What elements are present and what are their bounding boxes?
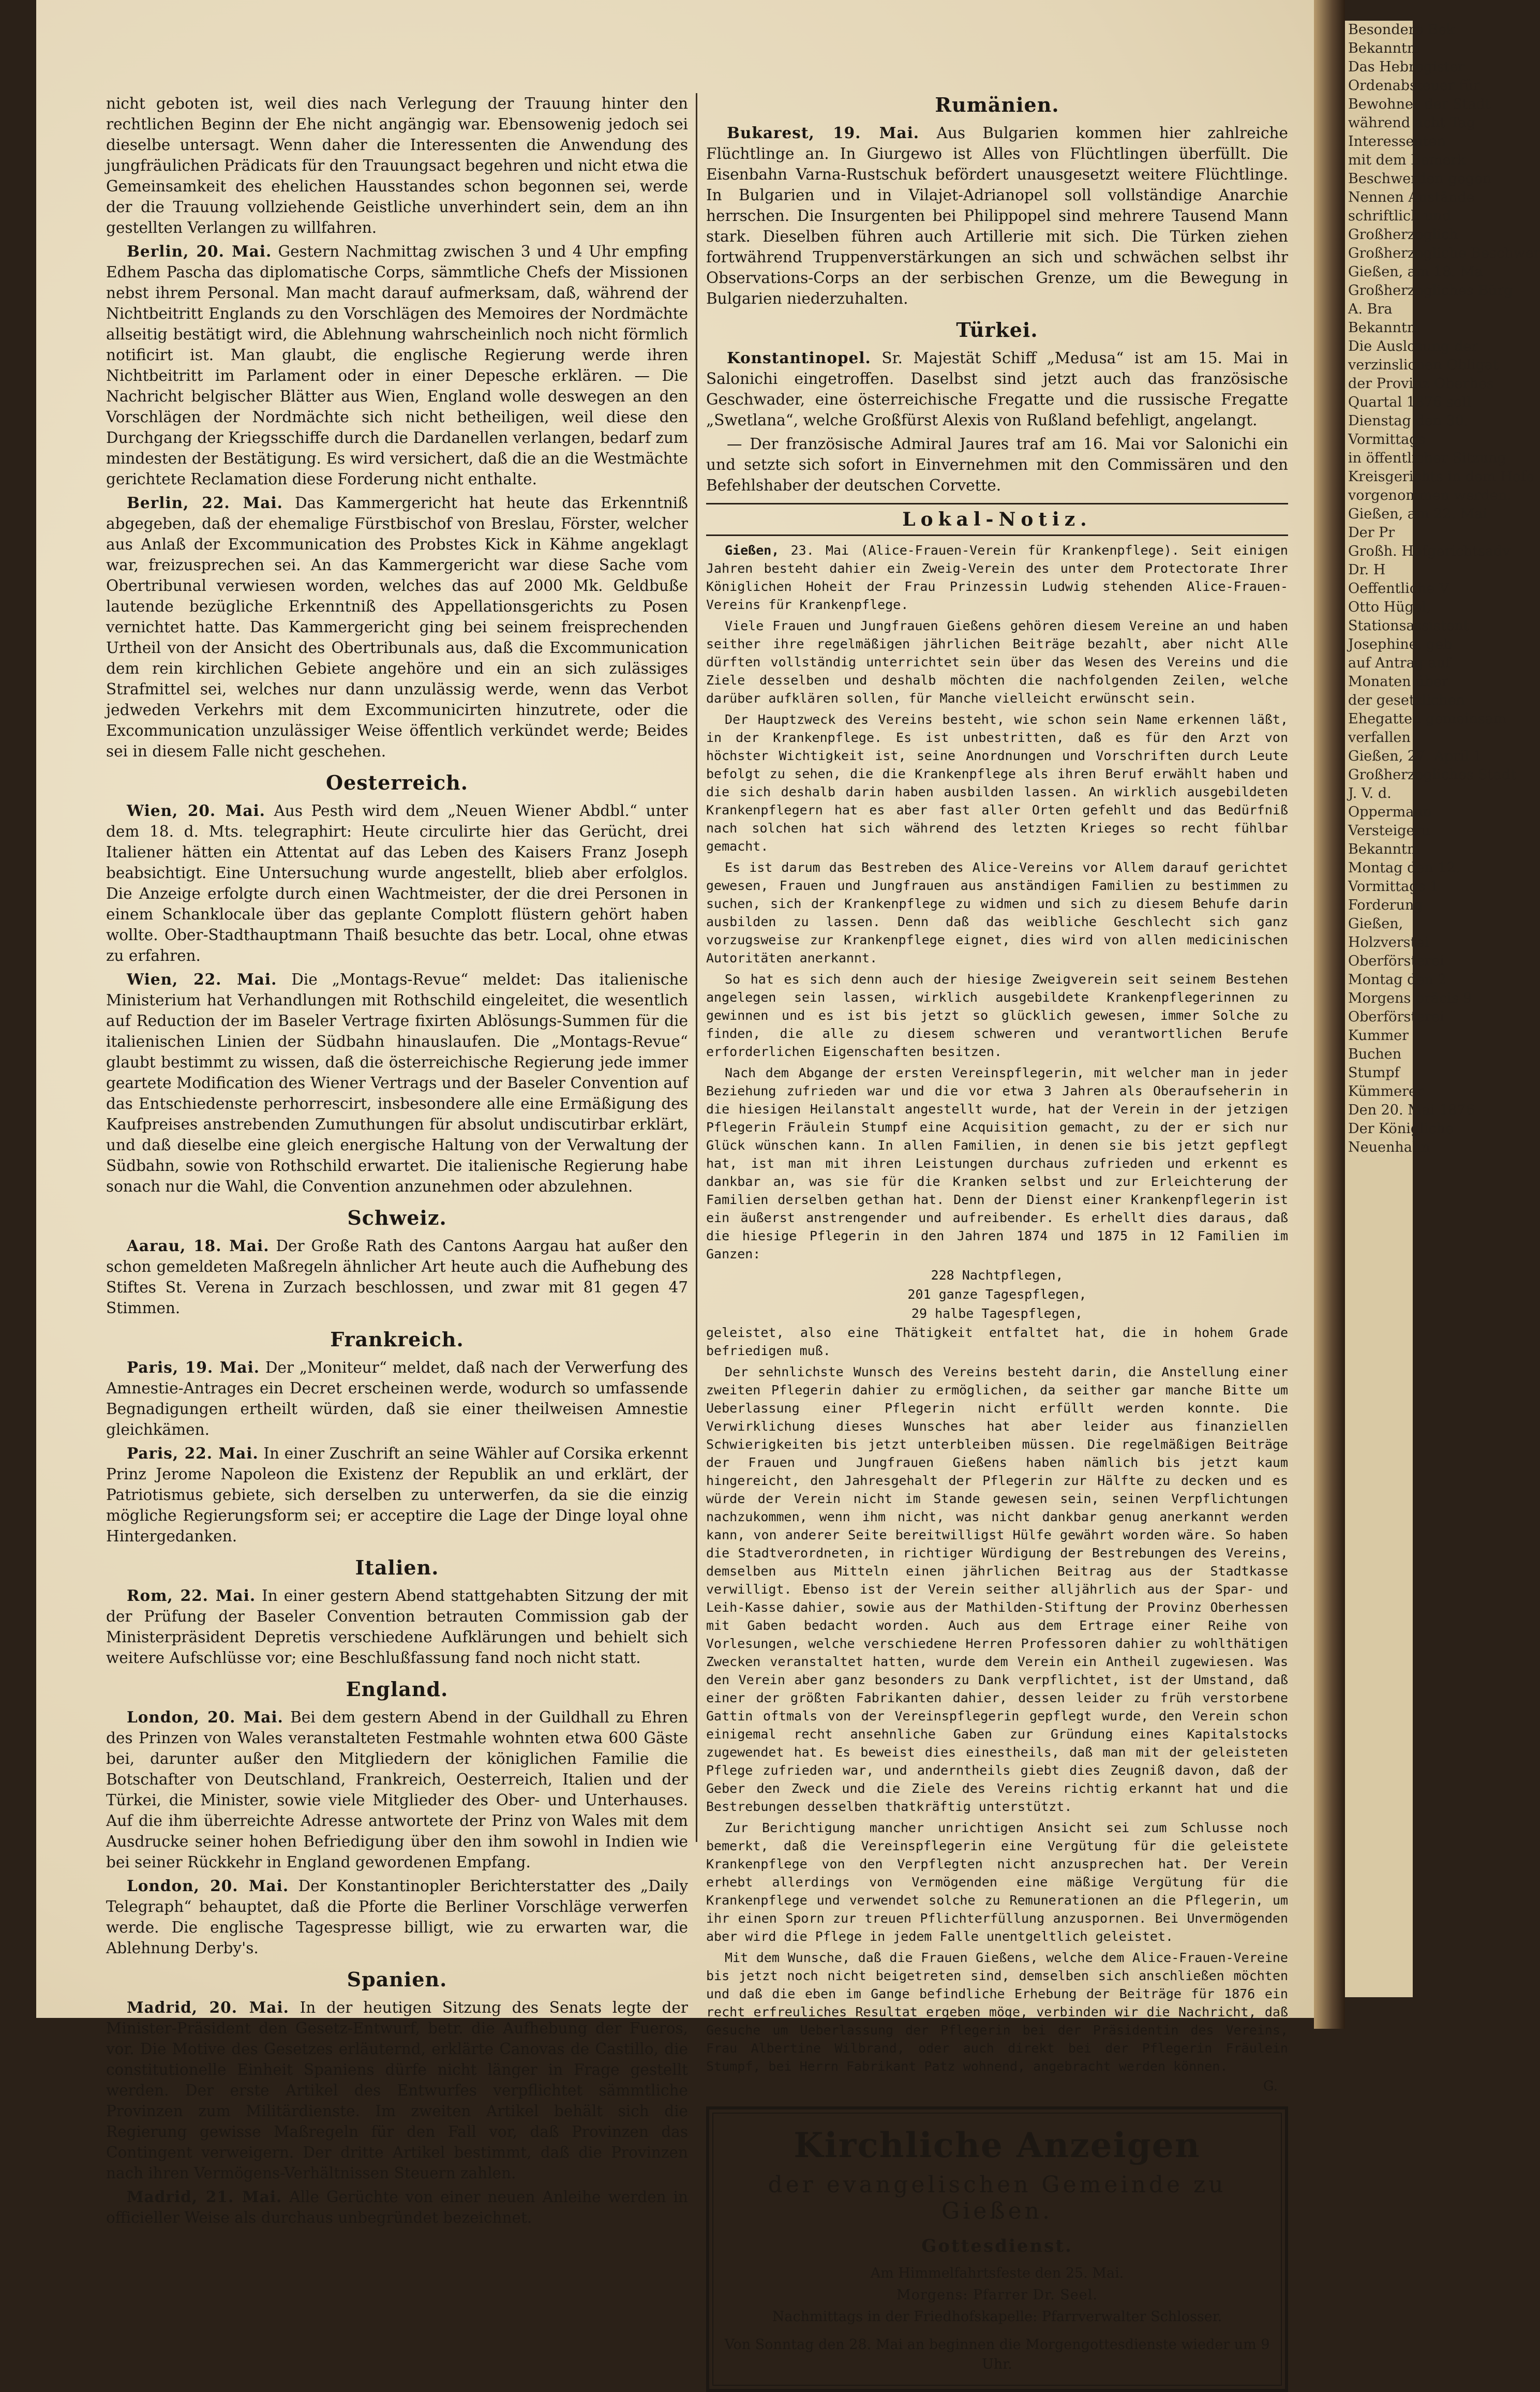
fragment-line: A. Bra [1348, 301, 1393, 317]
adjacent-page-fragment [1345, 21, 1540, 1997]
fragment-line: Gießen, [1348, 916, 1403, 932]
lokal-paragraph: geleistet, also eine Thätigkeit entfaltet hat, die in hohem Grade befriedigen muß. [706, 1325, 1288, 1358]
fragment-line: Montag den 12. [1348, 860, 1460, 876]
fragment-line: Nennen Anstände [1348, 189, 1475, 205]
fragment-line: Stumpf [1348, 1065, 1400, 1081]
fragment-line: Dienstag den 30. [1348, 413, 1469, 429]
lokal-paragraph: Zur Berichtigung mancher unrichtigen Ansicht sei zum Schlusse noch bemerkt, daß die Vereinspflegerin eine Vergütung für die geleistete Krankenpflege von den Verpflegten nicht anzusprechen hat. Der Verein erhebt allerdings von Vermögenden eine mäßige Vergütung für die Krankenpflege und verwendet solche zu Remunerationen an die Pflegerin, um ihr einen Sporn zur treuen Pflichterfüllung anzuspornen. Bei Unvermögenden aber wird die Pflege in jedem Falle unentgeltlich geleistet. [706, 1820, 1288, 1944]
section-heading-schweiz: Schweiz. [347, 1206, 447, 1229]
article-text: Der „Moniteur“ meldet, daß nach der Verwerfung des Amnestie-Antrages ein Decret erscheinen werde, wodurch so umfassende Begnadigungen ertheilt würden, daß sie einer theilweisen Amnestie gleichkämen. [106, 1359, 688, 1438]
fragment-line: während acht Tag [1348, 115, 1476, 131]
fragment-line: Großh. Hofgerichtsadv [1348, 543, 1511, 559]
dateline: Aarau, 18. Mai. [127, 1237, 270, 1255]
service-note: Von Sonntag den 28. Mai an beginnen die Morgengottesdienste wieder um 9 Uhr. [724, 2337, 1270, 2372]
fragment-line: Der Königliche [1348, 1121, 1454, 1137]
article-berlin-1 [106, 241, 688, 489]
article-text: Gestern Nachmittag zwischen 3 und 4 Uhr empfing Edhem Pascha das diplomatische Corps, sämmtliche Chefs der Missionen nebst ihrem Personal. Man macht darauf aufmerksam, daß, während der Nichtbeitritt Englands zu den Vorschlägen des Memoires der Nordmächte allseitig bestätigt wird, die Ablehnung wahrscheinlich noch nicht förmlich notificirt ist. Man glaubt, die englische Regierung werde ihren Nichtbeitritt im Parlament oder in einer Depesche erklären. — Die Nachricht belgischer Blätter aus Wien, England wolle deswegen an den Vorschlägen der Nordmächte sich nicht betheiligen, weil diese den Durchgang der Kriegsschiffe durch die Dardanellen verlangen, bedarf zum mindesten der Bestätigung. Es wird versichert, daß die an die Westmächte gerichtete Reclamation diese Forderung nicht enthalte. [106, 243, 688, 488]
article-text: Die „Montags-Revue“ meldet: Das italienische Ministerium hat Verhandlungen mit Rothschild eingeleitet, die wesentlich auf Reduction der im Baseler Vertrage fixirten Ablösungs-Summen für die italienischen Linien der Südbahn hinauslaufen. Die „Montags-Revue“ glaubt bestimmt zu wissen, daß die österreichische Regierung jede immer geartete Modification des Wiener Vertrags und der Baseler Convention auf das Entschiedenste perhorrescirt, insbesondere alle eine Ermäßigung des Kaufpreises anstrebenden Zumuthungen für absolut undiscutirbar erklärt, und daß dieselbe eine gleich energische Haltung von der Verwaltung der Südbahn, sowie von Rothschild erwartet. Die italienische Regierung habe sonach nur die Wahl, die Convention anzunehmen oder abzulehnen. [106, 971, 688, 1195]
fragment-line: Bekanntm [1348, 320, 1421, 336]
lokal-paragraph: Nach dem Abgange der ersten Vereinspflegerin, mit welcher man in jeder Beziehung zufrieden war und die vor etwa 3 Jahren als Oberaufseherin in die hiesigen Heilanstalt angestellt wurde, hat der Verein in der jetzigen Pflegerin Fräulein Stumpf eine Acquisition gemacht, zu der er sich nur Glück wünschen kann. In allen Familien, in denen sie bis jetzt gepflegt hat, ist man mit ihren Leistungen durchaus zufrieden und erkennt es dankbar an, was sie für die Kranken selbst und zur Erleichterung der Familien derselben gethan hat. Denn der Dienst einer Krankenpflegerin ist ein äußerst anstrengender und aufreibender. Es erhellt dies daraus, daß die hiesige Pflegerin in den Jahren 1874 und 1875 in 12 Familien im Ganzen: [706, 1065, 1288, 1261]
dateline: Berlin, 20. Mai. [127, 242, 272, 260]
fragment-line: Gießen, am 22. Mai [1348, 506, 1487, 522]
lokal-paragraph: Mit dem Wunsche, daß die Frauen Gießens, welche dem Alice-Frauen-Vereine bis jetzt noch nicht beigetreten sind, demselben sich anschließen möchten und daß die eben im Gange befindliche Erhebung der Beiträge für 1876 ein recht erfreuliches Resultat ergeben möge, verbinden wir die Nachricht, daß Gesuche um Ueberlassung der Pflegerin bei der Präsidentin des Vereins, Frau Albertine Wilbrand, oder auch direkt bei der Pflegerin Fräulein Stumpf, bei Herrn Fabrikant Patz wohnend, angebracht werden können. [706, 1950, 1288, 2074]
fragment-line: Vormittags [1348, 432, 1426, 448]
fragment-line: Dr. H [1348, 562, 1386, 578]
fragment-line: in öffentlicher Sitzung [1348, 450, 1506, 466]
fragment-line: Ehegatten gemeinsam [1348, 711, 1507, 727]
lokal-paragraph [706, 541, 1288, 614]
dateline: Konstantinopel. [727, 349, 871, 367]
fragment-line: Vormittags 1 [1348, 879, 1439, 895]
church-notices-title: Kirchliche Anzeigen [794, 2125, 1201, 2165]
article-konstantinopel-2: — Der französische Admiral Jaures traf am 16. Mai vor Salonichi ein und setzte sich sofort in Einvernehmen mit den Commissären und den Befehlshaber der deutschen Corvette. [706, 435, 1288, 494]
right-column [706, 93, 1288, 2392]
fragment-line: Gießen, 27. April 1 [1348, 748, 1482, 764]
article-text: In einer Zuschrift an seine Wähler auf Corsika erkennt Prinz Jerome Napoleon die Existenz der Republik an und erklärt, der Patriotismus gebiete, sich derselben zu unterwerfen, da sie die einzig mögliche Regierungsform sei; er acceptire die Lage der Dinge loyal ohne Hintergedanken. [106, 1445, 688, 1545]
fragment-line: Den 20. Mai 1876 [1348, 1102, 1475, 1118]
fragment-line: Morgens präcis 9 [1348, 990, 1472, 1006]
section-heading-england: England. [346, 1677, 448, 1701]
fragment-line: Kümmerer [1348, 1083, 1424, 1100]
fragment-line: Quartal 1876 soll [1348, 394, 1471, 410]
article-aarau [106, 1236, 688, 1318]
service-date: Am Himmelfahrtsfeste den 25. Mai. [870, 2265, 1124, 2281]
fragment-line: Josephine, geb [1348, 636, 1453, 652]
dateline: Wien, 22. Mai. [127, 970, 277, 988]
church-notices-box [706, 2106, 1288, 2392]
fragment-line: Die Auslosung der [1348, 338, 1478, 354]
fragment-line: Versteigeru [1348, 823, 1430, 839]
fragment-line: Beschwerden gegen [1348, 171, 1492, 187]
article-text: Alle Gerüchte von einer neuen Anleihe werden in officieller Weise als durchaus unbegründet bezeichnet. [106, 2188, 688, 2226]
lokal-notiz [706, 541, 1288, 2094]
article-text: Der Konstantinopler Berichterstatter des „Daily Telegraph“ behauptet, daß die Pforte die Berliner Vorschläge verwerfen werde. Die englische Tagespresse billigt, wie zu erwarten war, die Ablehnung Derby's. [106, 1877, 688, 1957]
article-konstantinopel [706, 348, 1288, 430]
stat-full-day-care: 201 ganze Tagespflegen, [907, 1287, 1087, 1302]
fragment-line: Großherzoglich [1348, 227, 1458, 243]
fragment-line: verzinslichen Obligat [1348, 357, 1499, 373]
lokal-paragraph: Es ist darum das Bestreben des Alice-Vereins vor Allem darauf gerichtet gewesen, Frauen und Jungfrauen aus anständigen Familien zu bestimmen zu suchen, sich der Krankenpflege zu widmen und sich zu diesem Behufe darin ausbilden zu lassen. Denn daß das weibliche Geschlecht sich ganz vorzugsweise zur Krankenpflege eignet, dies wird von allen medicinischen Autoritäten anerkannt. [706, 860, 1288, 965]
service-heading: Gottesdienst. [921, 2236, 1073, 2256]
fragment-line: Ordenabsteuer für [1348, 78, 1480, 94]
dateline: Paris, 22. Mai. [127, 1444, 259, 1462]
section-heading-rumaenien: Rumänien. [935, 93, 1059, 116]
fragment-line: Großherzogliches Stadt [1348, 767, 1516, 783]
article-text: Der Große Rath des Cantons Aargau hat außer den schon gemeldeten Maßregeln ähnlicher Art heute auch die Aufhebung des Stiftes St. Verena in Zurzach beschlossen, und zwar mit 81 gegen 47 Stimmen. [106, 1237, 688, 1317]
section-heading-tuerkei: Türkei. [956, 318, 1038, 341]
article-text: In einer gestern Abend stattgehabten Sitzung der mit der Prüfung der Baseler Convention betrauten Commission gab der Ministerpräsident Depretis verschiedene Aufklärungen und behielt sich weitere Aufschlüsse vor; eine Beschlußfassung fand noch nicht statt. [106, 1587, 688, 1667]
fragment-line: Bekanntm [1348, 40, 1421, 56]
fragment-line: Großherzogliches Bürg [1348, 283, 1513, 299]
fragment-line: mit dem Bemerk [1348, 152, 1466, 168]
fragment-line: der gesetzlichen [1348, 692, 1466, 708]
article-madrid-1 [106, 1997, 688, 2183]
fragment-line: Neuenhahn [1348, 1139, 1430, 1155]
lokal-paragraph: Der Hauptzweck des Vereins besteht, wie schon sein Name erkennen läßt, in der Krankenpflege. Es ist unbestritten, daß es für den Arzt von höchster Wichtigkeit ist, seine Anordnungen und Vorschriften durch Leute befolgt zu sehen, die die Krankenpflege als ihren Beruf erwählt haben und die sich deshalb darin haben ausbilden lassen. An wirklich ausgebildeten Krankenpflegern hat es aber fast aller Orten gefehlt und das Bedürfniß nach solchen hat sich während des letzten Krieges so recht fühlbar gemacht. [706, 712, 1288, 854]
church-notices-subtitle: der evangelischen Gemeinde zu Gießen. [768, 2172, 1227, 2224]
article-rom [106, 1585, 688, 1668]
article-paris-2 [106, 1443, 688, 1547]
fragment-line: vorgenommen werden. [1348, 487, 1512, 503]
article-text: Aus Bulgarien kommen hier zahlreiche Flüchtlinge an. In Giurgewo ist Alles von Flüchtlingen überfüllt. Die Eisenbahn Varna-Rustschuk befördert unausgesetzt weitere Flüchtlinge. In Bulgarien und in Vilajet-Adrianopel soll vollständige Anarchie herrschen. Die Insurgenten bei Philippopel sind mehrere Tausend Mann stark. Dieselben führen auch Artillerie mit sich. Die Türken ziehen fortwährend Truppenverstärkungen an sich und schwächen selbst ihr Observations-Corps an der serbischen Grenze, um die Bewegung in Bulgarien niederzuhalten. [706, 124, 1288, 307]
dateline: Rom, 22. Mai. [127, 1586, 256, 1604]
lokal-text: 23. Mai (Alice-Frauen-Verein für Krankenpflege). Seit einigen Jahren besteht dahier ein Zweig-Verein des unter dem Protectorate Ihrer Königlichen Hoheit der Frau Prinzessin Ludwig stehenden Alice-Frauen-Vereins für Krankenpflege. [706, 543, 1288, 612]
fragment-line: Oppermann [1348, 804, 1432, 820]
stat-night-care: 228 Nachtpflegen, [931, 1268, 1064, 1283]
dateline: Bukarest, 19. Mai. [727, 124, 920, 142]
fragment-line: Buchen [1348, 1046, 1402, 1062]
article-text: In der heutigen Sitzung des Senats legte der Minister-Präsident den Gesetz-Entwurf, betr. die Aufhebung der Fueros, vor. Die Motive des Gesetzes erläuternd, erklärte Canovas de Castillo, die constitutionelle Einheit Spaniens dürfe nicht länger in Frage gestellt werden. Der erste Artikel des Entwurfes verpflichtet sämmtliche Provinzen zum Militärdienste. Im zweiten Artikel behält sich die Regierung gewisse Maßregeln für den Fall vor, daß Provinzen das Contingent verweigern. Der dritte Artikel bestimmt, daß die Provinzen nach ihren Vermögens-Verhältnissen Steuern zahlen. [106, 1999, 688, 2182]
article-madrid-2 [106, 2187, 688, 2228]
dateline: London, 20. Mai. [127, 1877, 289, 1895]
section-heading-frankreich: Frankreich. [330, 1328, 464, 1351]
fragment-line: auf Antrag auf [1348, 655, 1451, 671]
dateline: Paris, 19. Mai. [127, 1358, 260, 1376]
dateline: Madrid, 21. Mai. [127, 2188, 282, 2206]
section-heading-spanien: Spanien. [347, 1968, 447, 1991]
lokal-notiz-heading: Lokal-Notiz. [706, 503, 1288, 536]
service-afternoon: Nachmittags in der Friedhofskapelle: Pfarrverwalter Schlosser. [772, 2309, 1222, 2325]
fragment-line: Der Pr [1348, 525, 1395, 541]
article-london-2 [106, 1876, 688, 1958]
fragment-line: Monaten über [1348, 674, 1448, 690]
fragment-line: der Provinz Oberhes [1348, 376, 1494, 392]
fragment-line: Oeffentliche V [1348, 581, 1449, 597]
column-rule [696, 93, 697, 1842]
fragment-line: Bewohner der Stadt [1348, 96, 1491, 112]
fragment-line: Forderung [1348, 897, 1423, 913]
lokal-paragraph: So hat es sich denn auch der hiesige Zweigverein seit seinem Bestehen angelegen sein lassen, wirklich ausgebildete Krankenpflegerinnen zu gewinnen und es ist bis jetzt so glücklich gewesen, immer Solche zu finden, die alle zu diesem schweren und verantwortlichen Berufe erforderlichen Eigenschaften besitzen. [706, 972, 1288, 1059]
fragment-line: Otto Hügel, [1348, 599, 1431, 615]
dateline: Gießen, [725, 543, 780, 558]
fragment-line: Stationsassistent [1348, 618, 1469, 634]
stat-half-day-care: 29 halbe Tagespflegen, [911, 1306, 1083, 1321]
fragment-line: Bekanntm [1348, 841, 1421, 857]
lokal-paragraph: Der sehnlichste Wunsch des Vereins besteht darin, die Anstellung einer zweiten Pflegerin dahier zu ermöglichen, da seither gar manche Bitte um Ueberlassung einer Pflegerin nicht erfüllt werden konnte. Die Verwirklichung dieses Wunsches hat aber leider aus finanziellen Schwierigkeiten bis jetzt unterbleiben müssen. Die regelmäßigen Beiträge der Frauen und Jungfrauen Gießens haben nämlich bis jetzt kaum hingereicht, den Jahresgehalt der Pflegerin zur Hälfte zu decken und es würde der Verein nicht im Stande gewesen sein, seinen Verpflichtungen nachzukommen, wenn ihm nicht, was nicht dankbar genug anerkannt werden kann, von anderer Seite bereitwilligst Hülfe gewährt worden wäre. So haben die Stadtverordneten, in richtiger Würdigung der Bestrebungen des Vereins, demselben aus Mitteln einen jährlichen Beitrag aus der Stadtkasse verwilligt. Ebenso ist der Verein seither alljährlich aus der Spar- und Leih-Kasse dahier, sowie aus der Mathilden-Stiftung der Provinz Oberhessen mit Gaben bedacht worden. Auch aus dem Ertrage einer Reihe von Vorlesungen, welche verschiedene Herren Professoren dahier zu wohlthätigen Zwecken veranstaltet hatten, wurde dem Verein ein Antheil zugewiesen. Was den Verein aber ganz besonders zu Dank verpflichtet, ist der Umstand, daß einer der größten Fabrikanten dahier, dessen leider zu früh verstorbene Gattin oftmals von der Vereinspflegerin gepflegt wurde, den Verein schon einigemal recht ansehnliche Gaben zur Gründung eines Kapitalstocks zugewendet hat. Es beweist dies einestheils, daß man mit der geleisteten Pflege zufrieden war, und anderntheils giebt dies Zeugniß davon, daß der Geber den Zweck und die Ziele des Vereins richtig erkannt hat und die Bestrebungen desselben thatkräftig unterstützt. [706, 1364, 1288, 1814]
article-bukarest [706, 123, 1288, 309]
fragment-line: Großherzogliche Beschwer [1348, 245, 1540, 261]
section-heading-italien: Italien. [355, 1556, 439, 1579]
article-wien-1 [106, 800, 688, 966]
fragment-line: Oberförsterei [1348, 1009, 1444, 1025]
article-text: Sr. Majestät Schiff „Medusa“ ist am 15. Mai in Salonichi eingetroffen. Daselbst sind jetzt auch das französische Geschwader, eine österreichische Fregatte und die russische Fregatte „Swetlana“, welche Großfürst Alexis von Rußland befehligt, angelangt. [706, 349, 1288, 429]
author-signature: G. [1263, 2078, 1278, 2094]
fragment-line: Kreisgerichts in dem Hofe [1348, 469, 1534, 485]
section-heading-oesterreich: Oesterreich. [325, 771, 469, 794]
fragment-line: Besondere Bek [1348, 22, 1455, 38]
book-gutter [1314, 0, 1345, 2029]
fragment-line: Holzverstei [1348, 934, 1429, 950]
fragment-line: schriftlich und [1348, 208, 1452, 224]
dateline: London, 20. Mai. [127, 1708, 283, 1726]
fragment-line: Interessenten [1348, 133, 1446, 150]
fragment-line: Das Hebregister [1348, 59, 1465, 75]
left-column [106, 93, 688, 2231]
dateline: Berlin, 22. Mai. [127, 494, 283, 512]
article-london-1 [106, 1707, 688, 1873]
fragment-line: verfallen [1348, 730, 1411, 746]
service-morning: Morgens: Pfarrer Dr. Seel. [896, 2287, 1098, 2303]
article-paris-1 [106, 1357, 688, 1440]
article-text: Aus Pesth wird dem „Neuen Wiener Abdbl.“ unter dem 18. d. Mts. telegraphirt: Heute circulirte hier das Gerücht, drei Italiener hätten ein Attentat auf das Leben des Kaisers Franz Joseph beabsichtigt. Eine Untersuchung wurde angestellt, blieb aber erfolglos. Die Anzeige erfolgte durch einen Wachtmeister, der die drei Personen in einem Schanklocale über das geplante Complott flüstern gehört haben wollte. Ober-Stadthauptmann Thaiß besuchte das betr. Local, ohne etwas zu erfahren. [106, 802, 688, 964]
article-wien-2 [106, 969, 688, 1197]
article-berlin-2 [106, 493, 688, 762]
dateline: Madrid, 20. Mai. [127, 1998, 289, 2016]
article-text: Bei dem gestern Abend in der Guildhall zu Ehren des Prinzen von Wales veranstalteten Festmahle wohnten etwa 600 Gäste bei, darunter außer den Mitgliedern der königlichen Familie die Botschafter von Deutschland, Frankreich, Oesterreich, Italien und der Türkei, die Minister, sowie viele Mitglieder des Ober- und Unterhauses. Auf die ihm überreichte Adresse antwortete der Prinz von Wales mit dem Ausdrucke seiner hohen Befriedigung über den ihm sowohl in Indien wie bei seiner Rückkehr in England gewordenen Empfang. [106, 1708, 688, 1871]
fragment-line: J. V. d. [1348, 785, 1392, 801]
lokal-paragraph: Viele Frauen und Jungfrauen Gießens gehören diesem Vereine an und haben seither ihre regelmäßigen jährlichen Beiträge bezahlt, aber nicht Alle dürften vollständig unterrichtet sein über das Wesen des Vereins und die Ziele desselben und deshalb möchten die nachfolgenden Zeilen, welche darüber aufklären sollen, für Manche vielleicht erwünscht sein. [706, 618, 1288, 706]
fragment-line: Oberförsterei [1348, 953, 1444, 969]
dateline: Wien, 20. Mai. [127, 801, 265, 820]
fragment-line: Gießen, am 18. Ma [1348, 264, 1483, 280]
article-text: Das Kammergericht hat heute das Erkenntniß abgegeben, daß der ehemalige Fürstbischof von Breslau, Förster, welcher aus Anlaß der Excommunication des Probstes Kick in Kähme angeklagt war, freizusprechen sei. An das Kammergericht war diese Sache vom Obertribunal verwiesen worden, welches das auf 2000 Mk. Geldbuße lautende bezügliche Erkenntniß des Appellationsgerichts zu Posen vernichtet hatte. Das Kammergericht ging bei seinem freisprechenden Urtheil von der Ansicht des Obertribunals aus, daß die Excommunication dem rein kirchlichen Gebiete angehöre und ein an sich zulässiges Strafmittel sei, welches nur dann unzulässig werde, wenn das Verbot jedweden Verkehrs mit dem Excommunicirten hinzutrete, oder die Excommunication unzulässiger Weise öffentlich verkündet werde; Beides sei in diesem Falle nicht geschehen. [106, 494, 688, 760]
fragment-line: Kummer [1348, 1028, 1409, 1044]
intro-paragraph: nicht geboten ist, weil dies nach Verlegung der Trauung hinter den rechtlichen Beginn der Ehe nicht angängig war. Ebensowenig jedoch sei dieselbe untersagt. Wenn daher die Interessenten die Anwendung des jungfräulichen Prädicats für den Trauungsact begehren und nicht etwa die Gemeinsamkeit des ehelichen Hausstandes schon begonnen sei, werde der die Trauung vollziehende Geistliche unverhindert sein, dem an ihn gestellten Verlangen zu willfahren. [106, 95, 688, 236]
fragment-line: Montag den 2 [1348, 972, 1447, 988]
